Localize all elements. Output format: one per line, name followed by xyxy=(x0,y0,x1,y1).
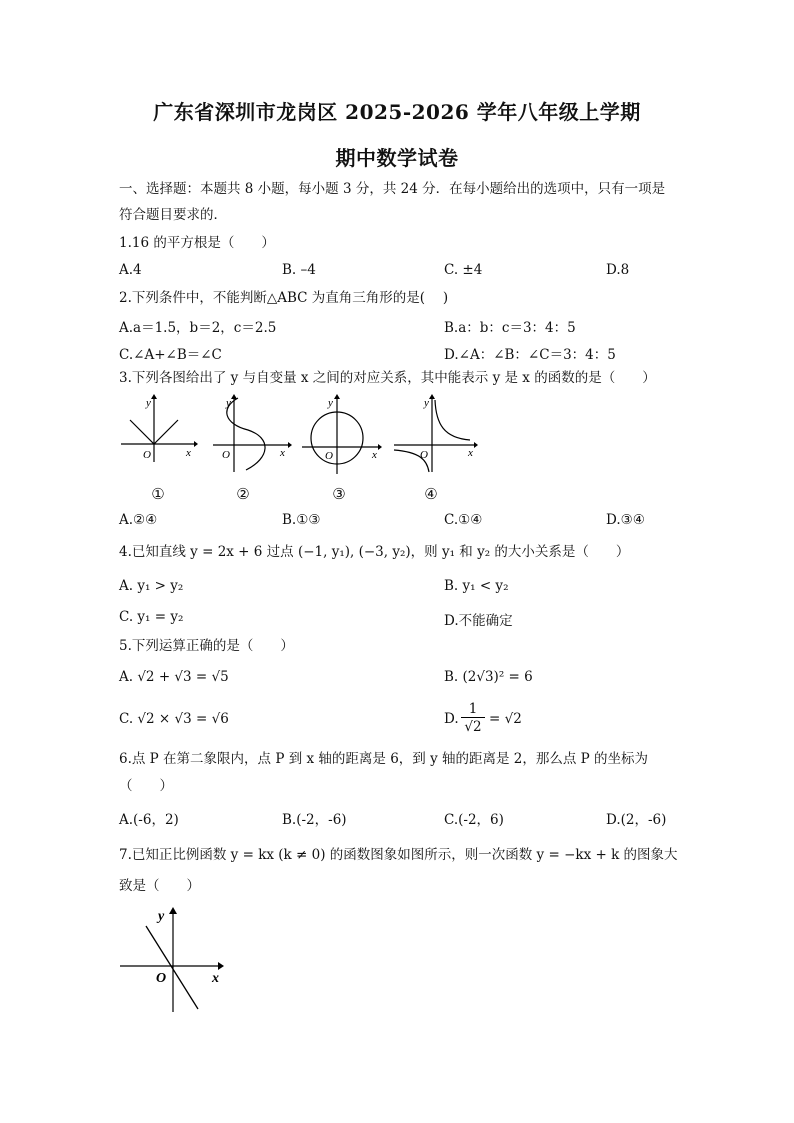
q4-stem: 4.已知直线 y = 2x + 6 过点 (−1, y₁), (−3, y₂)，则 y₁ 和 y₂ 的大小关系是（ ） xyxy=(119,544,630,560)
q3-graph-4 xyxy=(392,394,480,474)
q4-option-a: A. y₁ > y₂ xyxy=(119,578,184,594)
q3-graph-2 xyxy=(210,394,292,474)
q2-option-b: B.a：b：c＝3：4：5 xyxy=(444,320,576,336)
q1-option-d: D.8 xyxy=(606,262,630,278)
q7-graph-x-label: x xyxy=(212,971,219,986)
q1-option-b: B. –4 xyxy=(282,262,316,278)
q5-option-d-denominator: √2 xyxy=(464,719,482,735)
q1-stem: 1.16 的平方根是（ ） xyxy=(119,235,275,251)
section1-instruction-line2: 符合题目要求的． xyxy=(119,207,227,223)
q3-graph-4-label: ④ xyxy=(424,485,438,503)
q3-graph-3-label: ③ xyxy=(332,485,346,503)
q3-graph-1 xyxy=(118,394,198,464)
q5-option-d-numerator: 1 xyxy=(461,701,485,718)
q3-stem: 3.下列各图给出了 y 与自变量 x 之间的对应关系，其中能表示 y 是 x 的函数的是（ ） xyxy=(119,370,656,386)
q5-option-d-rhs: = √2 xyxy=(489,711,522,727)
q6-stem: 6.点 P 在第二象限内，点 P 到 x 轴的距离是 6，到 y 轴的距离是 2，那么点 P 的坐标为 xyxy=(119,751,649,767)
q7-stem: 7.已知正比例函数 y = kx (k ≠ 0) 的函数图象如图所示，则一次函数 y = −kx + k 的图象大 xyxy=(119,847,678,863)
q7-graph-y-label: y xyxy=(158,909,165,924)
q3-graph-3-y-label: y xyxy=(328,397,333,409)
q4-option-c: C. y₁ = y₂ xyxy=(119,609,184,625)
q3-graph-1-origin-label: O xyxy=(143,449,151,461)
q6-option-c: C.(-2，6) xyxy=(444,812,504,828)
q1-option-a: A.4 xyxy=(119,262,142,278)
q2-stem: 2.下列条件中，不能判断△ABC 为直角三角形的是( ) xyxy=(119,290,449,306)
section1-instruction-line1: 一、选择题：本题共 8 小题，每小题 3 分，共 24 分．在每小题给出的选项中，只有一项是 xyxy=(119,181,666,197)
q3-graph-4-x-label: x xyxy=(468,447,473,459)
q3-option-a: A.②④ xyxy=(119,512,158,528)
q3-graph-4-origin-label: O xyxy=(420,449,428,461)
exam-title-line1: 广东省深圳市龙岗区 2025-2026 学年八年级上学期 xyxy=(153,100,641,124)
q3-graph-3-x-label: x xyxy=(372,449,377,461)
q5-stem: 5.下列运算正确的是（ ） xyxy=(119,638,294,654)
q7-graph xyxy=(118,904,233,1016)
q6-option-d: D.(2，-6) xyxy=(606,812,667,828)
q5-option-b: B. (2√3)² = 6 xyxy=(444,669,533,685)
q6-option-b: B.(-2，-6) xyxy=(282,812,347,828)
q1-option-c: C. ±4 xyxy=(444,262,483,278)
q5-option-c: C. √2 × √3 = √6 xyxy=(119,711,229,727)
q3-graph-4-y-label: y xyxy=(424,397,429,409)
q3-option-b: B.①③ xyxy=(282,512,321,528)
q3-graph-1-x-label: x xyxy=(186,447,191,459)
q4-option-b: B. y₁ < y₂ xyxy=(444,578,509,594)
q3-option-c: C.①④ xyxy=(444,512,483,528)
exam-title-line2: 期中数学试卷 xyxy=(335,146,459,170)
q3-graph-1-label: ① xyxy=(151,485,165,503)
q3-graph-3 xyxy=(300,394,384,474)
q4-option-d: D.不能确定 xyxy=(444,613,513,629)
q3-option-d: D.③④ xyxy=(606,512,645,528)
q2-option-a: A.a＝1.5，b＝2，c＝2.5 xyxy=(119,320,277,336)
q6-option-a: A.(-6，2) xyxy=(119,812,179,828)
q7-graph-origin-label: O xyxy=(156,971,167,986)
q5-option-a: A. √2 + √3 = √5 xyxy=(119,669,229,685)
q2-option-c: C.∠A+∠B＝∠C xyxy=(119,347,222,363)
q6-stem-cont: （ ） xyxy=(119,778,173,794)
q3-graph-2-x-label: x xyxy=(280,447,285,459)
q3-graph-3-origin-label: O xyxy=(325,450,333,462)
q5-option-d-prefix: D. xyxy=(444,711,459,727)
q3-graph-2-origin-label: O xyxy=(222,449,230,461)
q3-graph-1-y-label: y xyxy=(146,397,151,409)
q2-option-d: D.∠A：∠B：∠C＝3：4：5 xyxy=(444,347,616,363)
q3-graph-2-label: ② xyxy=(236,485,250,503)
q3-graph-2-y-label: y xyxy=(226,397,231,409)
q7-stem-cont: 致是（ ） xyxy=(119,878,200,894)
